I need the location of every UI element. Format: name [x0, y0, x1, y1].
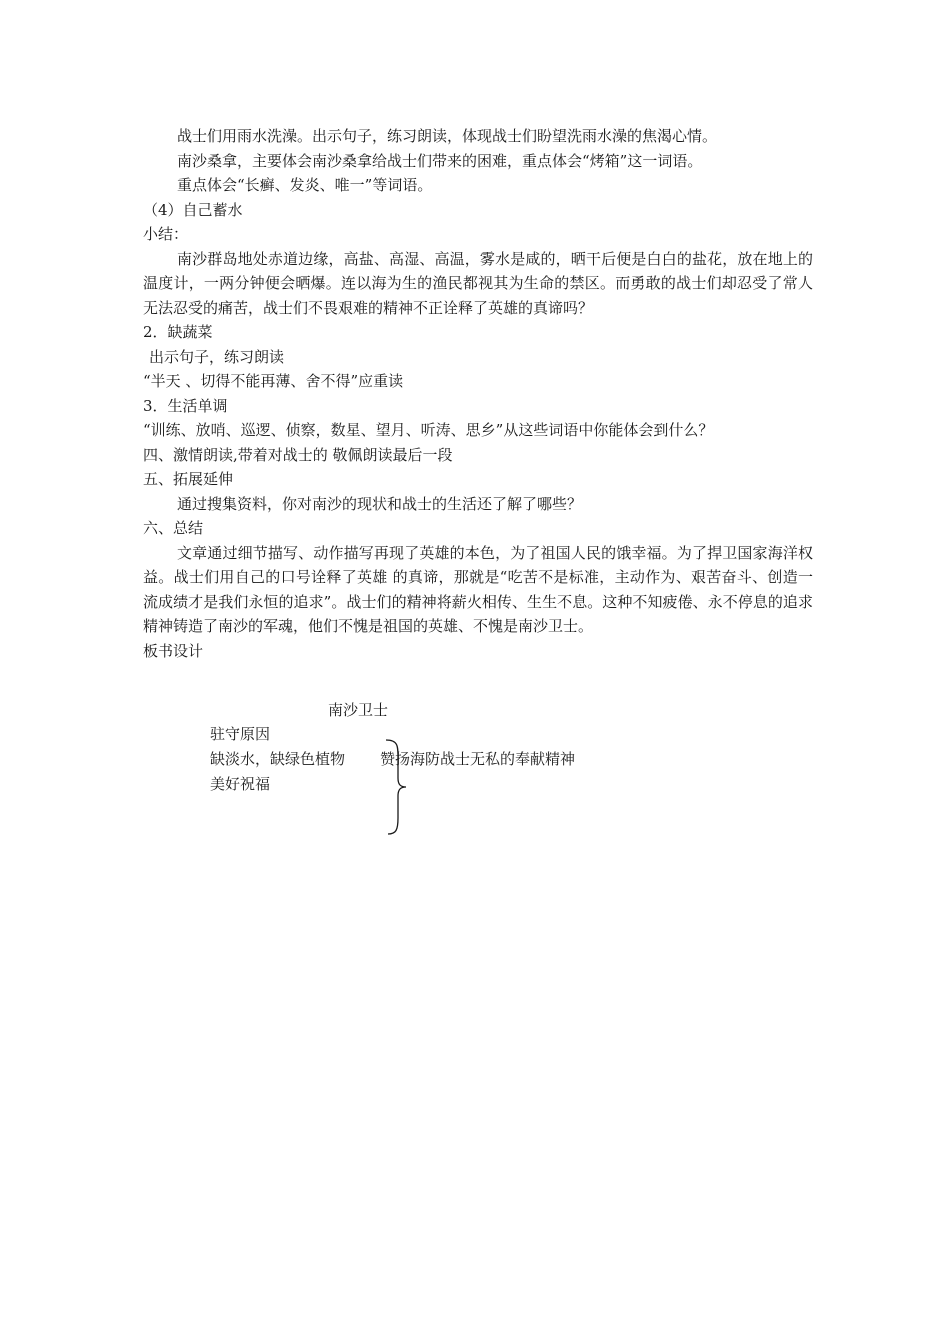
summary-paragraph: 南沙群岛地处赤道边缘，高盐、高湿、高温，雾水是咸的，晒干后便是白白的盐花，放在地上的温度计，一两分钟便会晒爆。连以海为生的渔民都视其为生命的禁区。而勇敢的战士们却忍受了常人无法忍受的痛苦，战士们不畏艰难的精神不正诠释了英雄的真谛吗？: [143, 249, 813, 317]
text-line: 战士们用雨水洗澡。出示句子，练习朗读，体现战士们盼望洗雨水澡的焦渴心情。: [177, 127, 718, 145]
board-title: 南沙卫士: [328, 701, 389, 719]
section-heading: 板书设计: [143, 641, 204, 660]
section-heading: 五、拓展延伸: [143, 470, 234, 488]
board-item: 美好祝福: [210, 775, 271, 793]
board-item: 驻守原因: [210, 725, 271, 743]
section-heading: 六、总结: [143, 519, 204, 537]
text-line: 通过搜集资料，你对南沙的现状和战士的生活还了解了哪些？: [177, 494, 583, 513]
section-heading: 四、激情朗读,带着对战士的 敬佩朗读最后一段: [143, 445, 453, 464]
section-heading: 3．生活单调: [143, 396, 228, 415]
section-heading: 小结：: [143, 225, 189, 243]
document-body: [143, 124, 813, 663]
text-line: 南沙桑拿，主要体会南沙桑拿给战士们带来的困难，重点体会“烤箱”这一词语。: [177, 151, 703, 170]
right-brace-icon: [384, 738, 414, 836]
text-line: “半天 、切得不能再薄、舍不得”应重读: [143, 372, 404, 390]
text-line: “训练、放哨、巡逻、侦察，数星、望月、听涛、思乡”从这些词语中你能体会到什么？: [143, 421, 714, 439]
text-line: 重点体会“长癣、发炎、唯一”等词语。: [177, 176, 433, 194]
board-item: 缺淡水，缺绿色植物: [210, 750, 346, 768]
section-heading: 2．缺蔬菜: [143, 323, 213, 341]
text-line: 出示句子，练习朗读: [149, 347, 285, 366]
board-theme: 赞扬海防战士无私的奉献精神: [380, 750, 576, 768]
section-heading: （4）自己蓄水: [143, 200, 243, 219]
conclusion-paragraph: 文章通过细节描写、动作描写再现了英雄的本色，为了祖国人民的饿幸福。为了捍卫国家海洋权益。战士们用自己的口号诠释了英雄 的真谛，那就是“吃苦不是标准，主动作为、艰苦奋斗、创造一流成绩才是我们永恒的追求”。战士们的精神将薪火相传、生生不息。这种不知疲倦、永不停息的追求精神铸造了南沙的军魂，他们不愧是祖国的英雄、不愧是南沙卫士。: [143, 543, 813, 635]
